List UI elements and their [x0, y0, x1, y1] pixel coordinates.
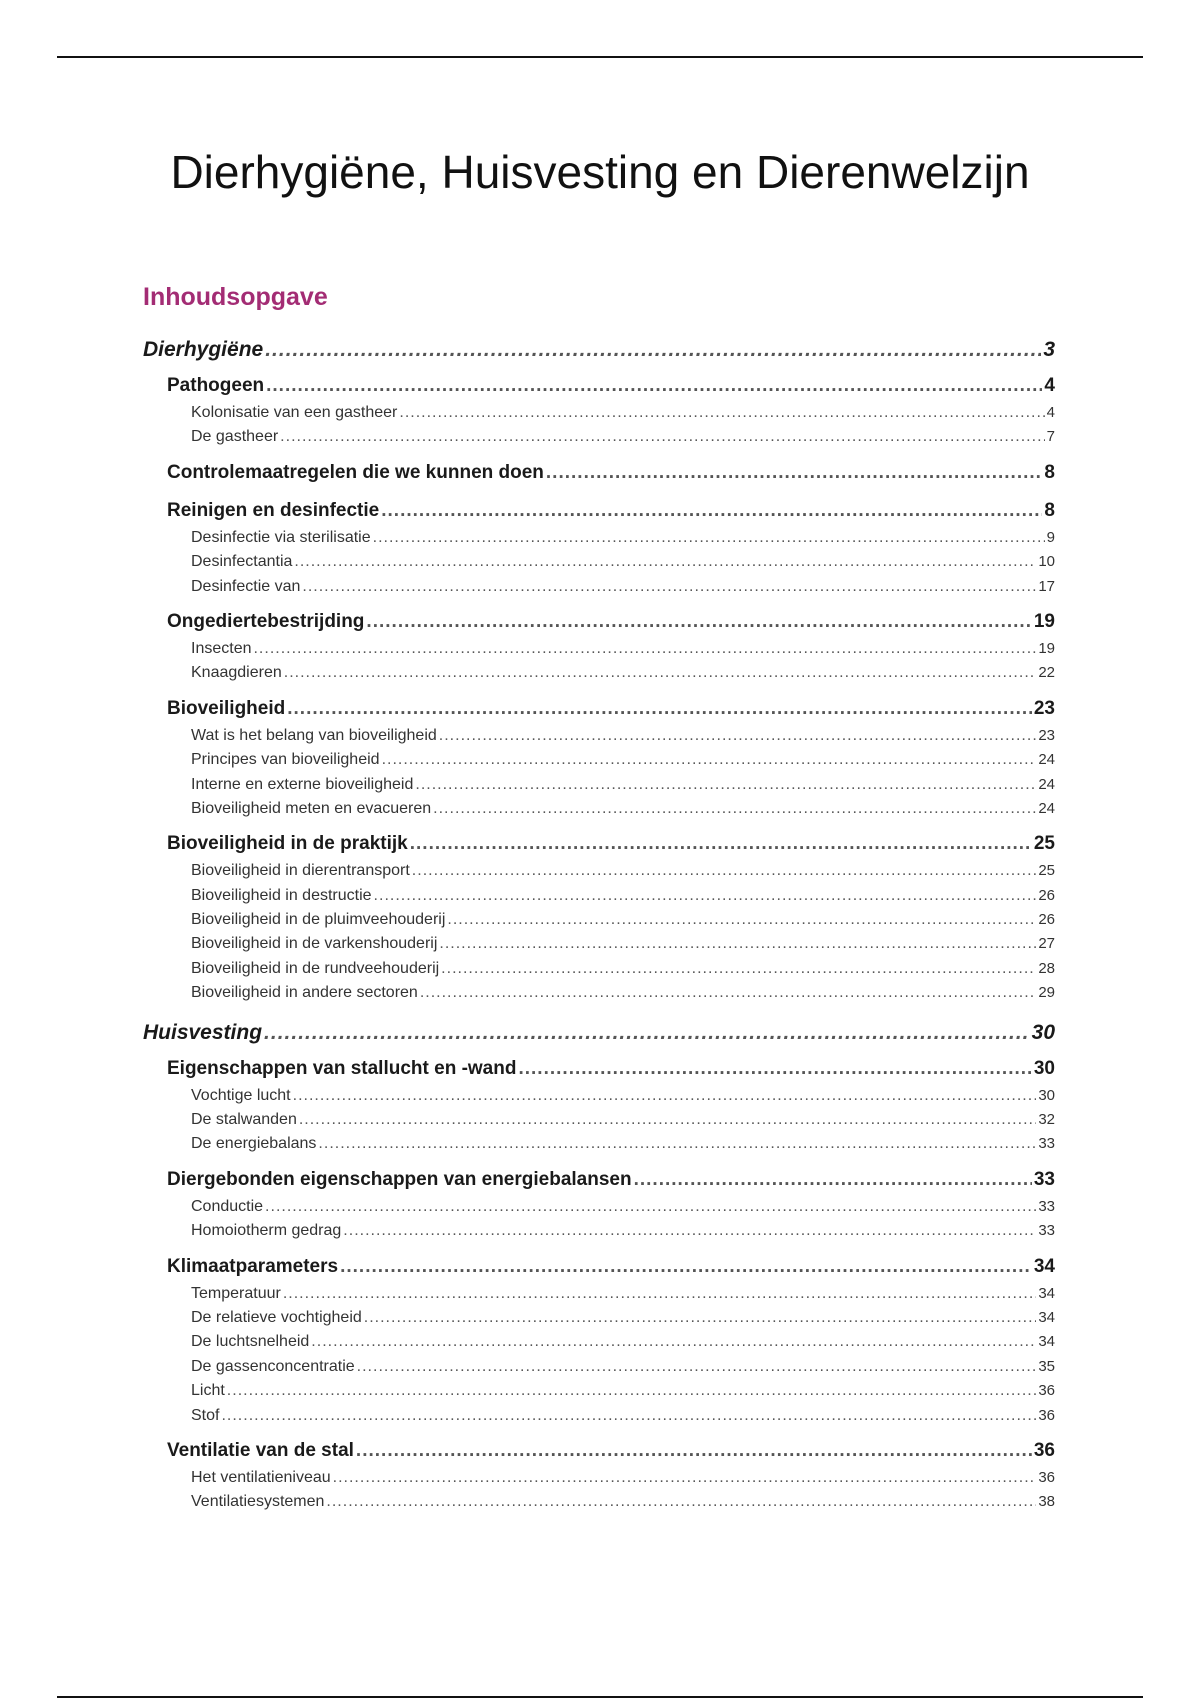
toc-entry-page: 23: [1038, 726, 1055, 744]
toc-entry-level-3[interactable]: [143, 957, 1055, 981]
toc-entry-level-3[interactable]: [143, 550, 1055, 574]
footer-rule: [57, 1696, 1143, 1698]
dot-leader: [266, 371, 1042, 401]
document-title: Dierhygiëne, Huisvesting en Dierenwelzijn: [170, 146, 1030, 198]
dot-leader: [399, 401, 1044, 425]
toc-entry-page: 10: [1038, 553, 1055, 571]
toc-entry-label: Bioveiligheid in de pluimveehouderij: [191, 911, 446, 929]
dot-leader: [382, 748, 1037, 772]
toc-entry-label: Bioveiligheid in de praktijk: [167, 833, 408, 855]
dot-leader: [284, 661, 1037, 685]
toc-entry-level-3[interactable]: [143, 1084, 1055, 1108]
dot-leader: [634, 1165, 1032, 1195]
toc-entry-label: Temperatuur: [191, 1284, 281, 1302]
toc-entry-label: Eigenschappen van stallucht en -wand: [167, 1057, 517, 1079]
toc-entry-level-2[interactable]: [143, 607, 1055, 637]
table-of-contents: [143, 333, 1055, 1515]
toc-entry-page: 7: [1046, 428, 1055, 446]
toc-entry-level-2[interactable]: [143, 371, 1055, 401]
toc-entry-level-3[interactable]: [143, 859, 1055, 883]
toc-entry-level-3[interactable]: [143, 661, 1055, 685]
dot-leader: [287, 694, 1032, 724]
toc-entry-level-2[interactable]: [143, 1252, 1055, 1282]
toc-entry-page: 34: [1038, 1333, 1055, 1351]
dot-leader: [441, 957, 1036, 981]
toc-entry-level-3[interactable]: [143, 575, 1055, 599]
toc-entry-label: Bioveiligheid in andere sectoren: [191, 984, 418, 1002]
dot-leader: [410, 829, 1032, 859]
dot-leader: [433, 797, 1036, 821]
toc-entry-page: 25: [1033, 833, 1055, 855]
toc-entry-label: Ventilatie van de stal: [167, 1439, 354, 1461]
toc-entry-label: Ventilatiesystemen: [191, 1493, 325, 1511]
toc-entry-label: Stof: [191, 1406, 220, 1424]
toc-entry-label: Kolonisatie van een gastheer: [191, 404, 398, 421]
dot-leader: [420, 981, 1037, 1005]
toc-entry-page: 34: [1038, 1284, 1055, 1302]
toc-entry-page: 30: [1038, 1086, 1055, 1104]
toc-entry-page: 33: [1038, 1135, 1055, 1153]
toc-entry-level-2[interactable]: [143, 1054, 1055, 1084]
toc-entry-level-1[interactable]: [143, 1016, 1055, 1050]
dot-leader: [227, 1379, 1037, 1403]
toc-entry-label: Interne en externe bioveiligheid: [191, 775, 414, 793]
dot-leader: [221, 1404, 1036, 1428]
dot-leader: [381, 496, 1042, 526]
toc-entry-label: Bioveiligheid in de varkenshouderij: [191, 935, 438, 953]
toc-entry-page: 4: [1046, 404, 1055, 421]
dot-leader: [302, 575, 1036, 599]
toc-entry-label: Bioveiligheid in dierentransport: [191, 862, 410, 880]
toc-entry-level-3[interactable]: [143, 1330, 1055, 1354]
toc-entry-page: 17: [1038, 577, 1055, 595]
toc-entry-label: Reinigen en desinfectie: [167, 499, 380, 521]
toc-entry-label: Diergebonden eigenschappen van energiebalansen: [167, 1168, 632, 1190]
toc-entry-label: Desinfectie via sterilisatie: [191, 528, 371, 546]
toc-entry-level-2[interactable]: [143, 1165, 1055, 1195]
dot-leader: [340, 1252, 1032, 1282]
dot-leader: [415, 773, 1036, 797]
toc-entry-label: Bioveiligheid in destructie: [191, 886, 372, 904]
dot-leader: [264, 1016, 1030, 1050]
toc-entry-level-3[interactable]: [143, 1466, 1055, 1490]
dot-leader: [253, 637, 1036, 661]
toc-entry-page: 27: [1038, 935, 1055, 953]
dot-leader: [356, 1436, 1032, 1466]
toc-entry-page: 23: [1033, 697, 1055, 719]
dot-leader: [311, 1330, 1036, 1354]
toc-entry-page: 9: [1046, 528, 1055, 546]
toc-entry-label: Homoiotherm gedrag: [191, 1222, 342, 1240]
toc-entry-label: Knaagdieren: [191, 664, 282, 682]
toc-entry-page: 22: [1038, 664, 1055, 682]
dot-leader: [280, 425, 1044, 449]
dot-leader: [283, 1282, 1036, 1306]
toc-entry-label: Het ventilatieniveau: [191, 1468, 331, 1486]
toc-entry-page: 34: [1033, 1255, 1055, 1277]
toc-entry-page: 30: [1031, 1020, 1055, 1044]
toc-entry-page: 30: [1033, 1057, 1055, 1079]
dot-leader: [318, 1132, 1036, 1156]
toc-entry-page: 36: [1033, 1439, 1055, 1461]
toc-entry-page: 29: [1038, 984, 1055, 1002]
toc-entry-label: Huisvesting: [143, 1020, 263, 1044]
toc-entry-level-3[interactable]: [143, 908, 1055, 932]
dot-leader: [374, 884, 1037, 908]
toc-entry-page: 8: [1044, 499, 1055, 521]
toc-entry-page: 24: [1038, 751, 1055, 769]
dot-leader: [366, 607, 1031, 637]
toc-entry-level-3[interactable]: [143, 1108, 1055, 1132]
dot-leader: [293, 1084, 1037, 1108]
dot-leader: [518, 1054, 1031, 1084]
toc-entry-label: Ongediertebestrijding: [167, 610, 365, 632]
toc-entry-page: 34: [1038, 1308, 1055, 1326]
dot-leader: [299, 1108, 1036, 1132]
toc-entry-label: Principes van bioveiligheid: [191, 751, 380, 769]
toc-entry-label: Dierhygiëne: [143, 338, 264, 361]
toc-entry-page: 3: [1043, 338, 1055, 361]
toc-entry-page: 24: [1038, 775, 1055, 793]
toc-entry-level-3[interactable]: [143, 1490, 1055, 1514]
toc-entry-label: Desinfectantia: [191, 553, 293, 571]
toc-entry-label: De luchtsnelheid: [191, 1333, 310, 1351]
toc-entry-page: 25: [1038, 862, 1055, 880]
toc-entry-page: 8: [1044, 461, 1055, 483]
toc-entry-level-2[interactable]: [143, 496, 1055, 526]
toc-entry-level-2[interactable]: [143, 694, 1055, 724]
toc-entry-page: 33: [1033, 1168, 1055, 1190]
toc-entry-level-2[interactable]: [143, 829, 1055, 859]
toc-entry-level-3[interactable]: [143, 1282, 1055, 1306]
toc-entry-level-2[interactable]: [143, 458, 1055, 488]
toc-entry-level-3[interactable]: [143, 1132, 1055, 1156]
toc-entry-page: 19: [1038, 639, 1055, 657]
toc-entry-page: 26: [1038, 886, 1055, 904]
dot-leader: [439, 932, 1036, 956]
toc-entry-label: Desinfectie van: [191, 577, 301, 595]
toc-entry-page: 32: [1038, 1111, 1055, 1129]
toc-entry-page: 36: [1038, 1468, 1055, 1486]
toc-entry-page: 24: [1038, 799, 1055, 817]
dot-leader: [294, 550, 1036, 574]
toc-entry-page: 35: [1038, 1357, 1055, 1375]
toc-entry-label: Klimaatparameters: [167, 1255, 339, 1277]
dot-leader: [439, 724, 1037, 748]
toc-entry-level-3[interactable]: [143, 1355, 1055, 1379]
dot-leader: [364, 1306, 1037, 1330]
toc-entry-label: Conductie: [191, 1197, 264, 1215]
toc-entry-page: 28: [1038, 959, 1055, 977]
toc-entry-level-1[interactable]: [143, 333, 1055, 367]
dot-leader: [447, 908, 1036, 932]
toc-entry-label: Licht: [191, 1382, 225, 1400]
dot-leader: [373, 526, 1045, 550]
toc-entry-level-3[interactable]: [143, 637, 1055, 661]
toc-entry-label: Insecten: [191, 639, 252, 657]
toc-entry-level-3[interactable]: [143, 1195, 1055, 1219]
toc-entry-page: 33: [1038, 1197, 1055, 1215]
toc-entry-level-3[interactable]: [143, 884, 1055, 908]
toc-entry-page: 33: [1038, 1222, 1055, 1240]
toc-entry-level-3[interactable]: [143, 748, 1055, 772]
toc-entry-label: Vochtige lucht: [191, 1086, 291, 1104]
dot-leader: [333, 1466, 1037, 1490]
dot-leader: [546, 458, 1043, 488]
toc-entry-level-3[interactable]: [143, 1219, 1055, 1243]
toc-entry-level-3[interactable]: [143, 981, 1055, 1005]
toc-entry-page: 38: [1038, 1493, 1055, 1511]
toc-entry-level-3[interactable]: [143, 526, 1055, 550]
toc-entry-page: 36: [1038, 1406, 1055, 1424]
toc-entry-label: De gastheer: [191, 428, 279, 446]
toc-heading: Inhoudsopgave: [143, 283, 328, 311]
dot-leader: [265, 333, 1041, 367]
header-rule: [57, 56, 1143, 58]
toc-entry-label: Bioveiligheid meten en evacueren: [191, 799, 432, 817]
toc-entry-page: 4: [1044, 375, 1055, 396]
toc-entry-level-3[interactable]: [143, 724, 1055, 748]
toc-entry-level-2[interactable]: [143, 1436, 1055, 1466]
toc-entry-level-3[interactable]: [143, 932, 1055, 956]
toc-entry-label: Pathogeen: [167, 375, 265, 396]
toc-entry-level-3[interactable]: [143, 773, 1055, 797]
toc-entry-level-3[interactable]: [143, 1379, 1055, 1403]
dot-leader: [326, 1490, 1036, 1514]
toc-entry-page: 36: [1038, 1382, 1055, 1400]
dot-leader: [343, 1219, 1036, 1243]
toc-entry-level-3[interactable]: [143, 425, 1055, 449]
toc-entry-label: De stalwanden: [191, 1111, 297, 1129]
toc-entry-level-3[interactable]: [143, 1404, 1055, 1428]
toc-entry-label: Bioveiligheid in de rundveehouderij: [191, 959, 440, 977]
toc-entry-page: 26: [1038, 911, 1055, 929]
dot-leader: [357, 1355, 1037, 1379]
toc-entry-label: De energiebalans: [191, 1135, 317, 1153]
toc-entry-label: De gassenconcentratie: [191, 1357, 355, 1375]
toc-entry-label: De relatieve vochtigheid: [191, 1308, 362, 1326]
toc-entry-label: Bioveiligheid: [167, 697, 286, 719]
toc-entry-level-3[interactable]: [143, 797, 1055, 821]
toc-entry-level-3[interactable]: [143, 401, 1055, 425]
dot-leader: [265, 1195, 1036, 1219]
toc-entry-level-3[interactable]: [143, 1306, 1055, 1330]
toc-entry-label: Wat is het belang van bioveiligheid: [191, 726, 437, 744]
toc-entry-page: 19: [1033, 610, 1055, 632]
dot-leader: [412, 859, 1037, 883]
toc-entry-label: Controlemaatregelen die we kunnen doen: [167, 461, 544, 483]
